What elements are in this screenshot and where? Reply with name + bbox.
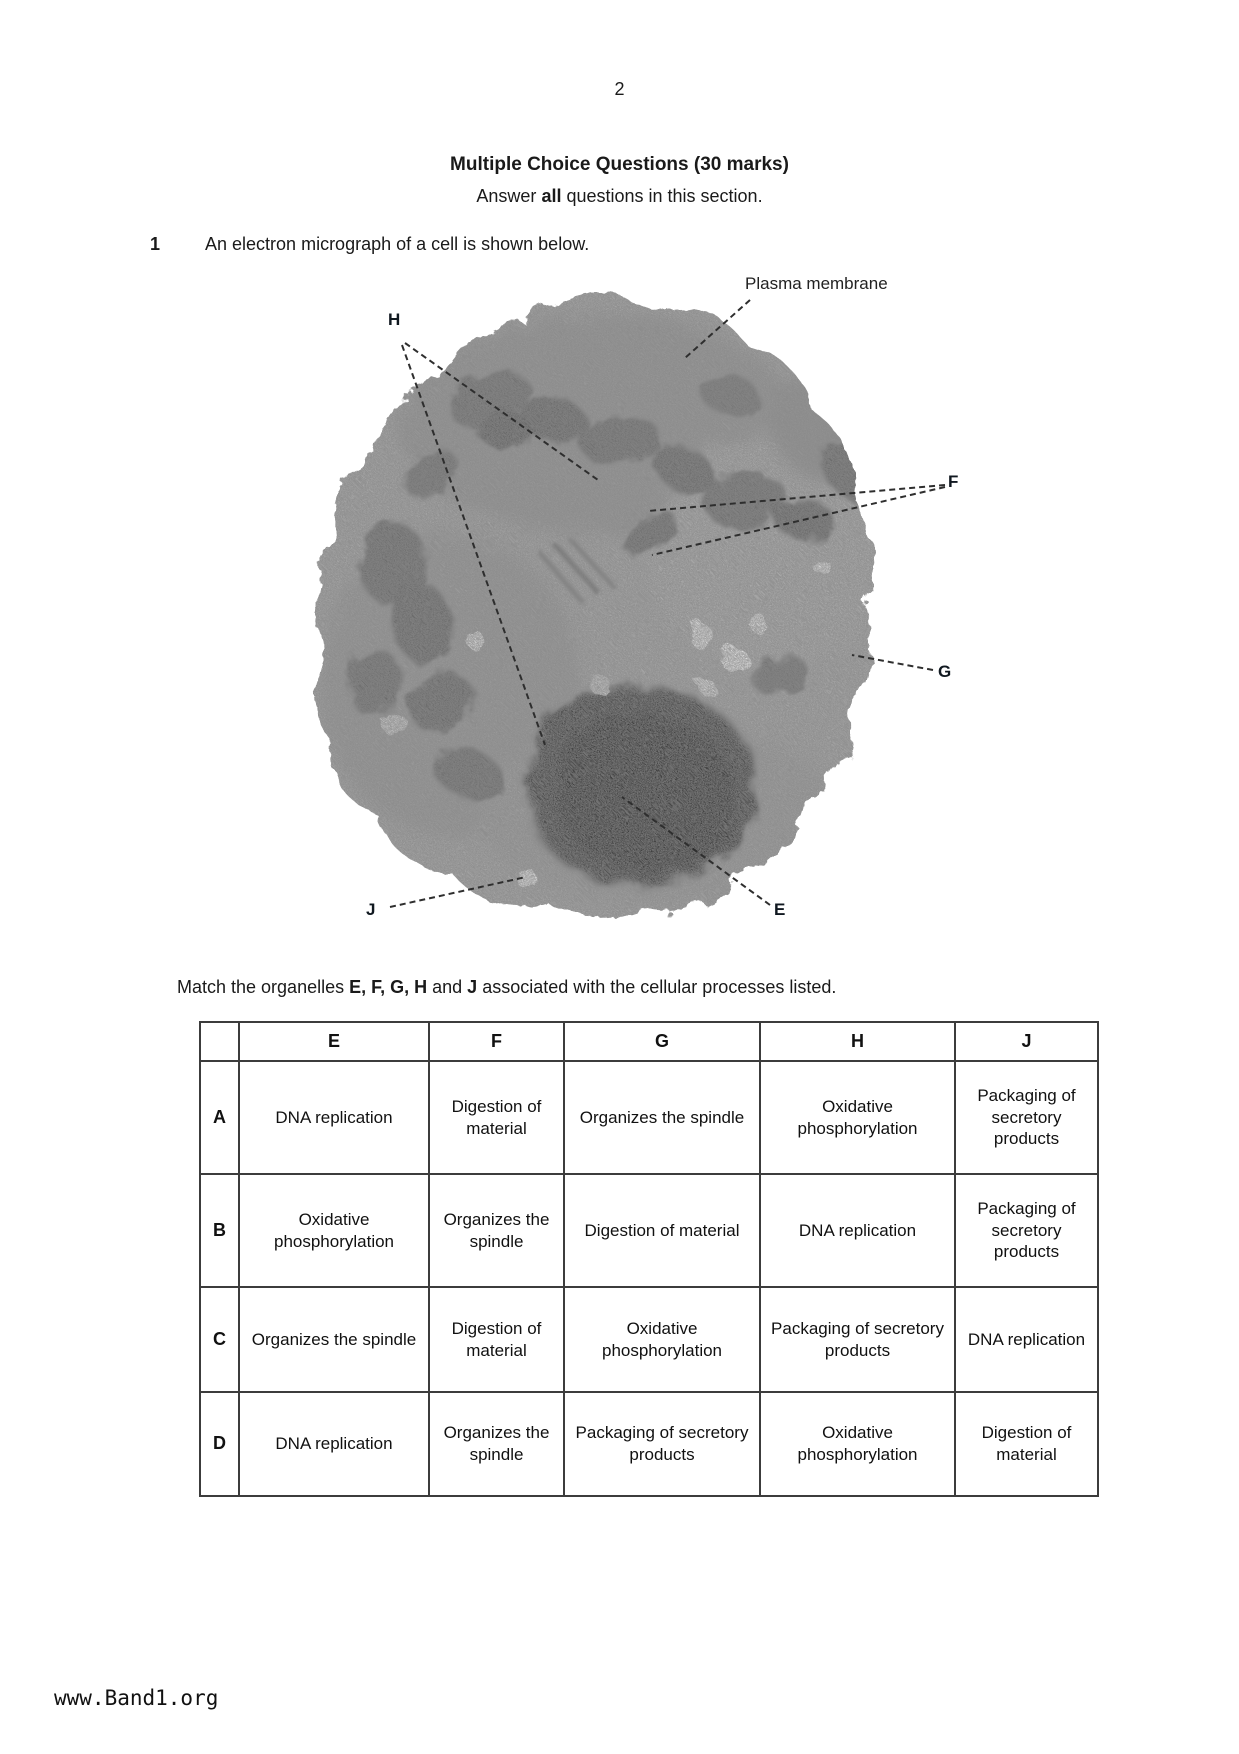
column-header-h: H xyxy=(760,1022,955,1061)
table-cell: Organizes the spindle xyxy=(429,1174,564,1287)
corner-cell xyxy=(200,1022,239,1061)
table-cell: Packaging of secretory products xyxy=(955,1174,1098,1287)
table-cell: DNA replication xyxy=(760,1174,955,1287)
table-cell: DNA replication xyxy=(239,1392,429,1496)
match-mid: and xyxy=(427,977,468,997)
row-label-c: C xyxy=(200,1287,239,1392)
table-cell: Digestion of material xyxy=(564,1174,760,1287)
table-cell: Packaging of secretory products xyxy=(564,1392,760,1496)
table-cell: DNA replication xyxy=(239,1061,429,1174)
match-bold-1: E, F, G, H xyxy=(349,977,428,997)
table-header-row xyxy=(200,1022,1098,1061)
table-cell: Organizes the spindle xyxy=(429,1392,564,1496)
row-label-d: D xyxy=(200,1392,239,1496)
match-instruction xyxy=(177,977,836,998)
label-plasma-membrane: Plasma membrane xyxy=(745,274,888,293)
table-cell: Packaging of secretory products xyxy=(760,1287,955,1392)
label-e: E xyxy=(774,900,786,919)
table-cell: DNA replication xyxy=(955,1287,1098,1392)
subtitle-post: questions in this section. xyxy=(561,186,763,206)
match-bold-2: J xyxy=(467,977,478,997)
electron-micrograph-figure xyxy=(300,255,1000,945)
match-post: associated with the cellular processes listed. xyxy=(477,977,837,997)
column-header-j: J xyxy=(955,1022,1098,1061)
subtitle-pre: Answer xyxy=(476,186,542,206)
match-pre: Match the organelles xyxy=(177,977,350,997)
footer-url: www.Band1.org xyxy=(54,1686,219,1710)
column-header-g: G xyxy=(564,1022,760,1061)
cell-body xyxy=(300,255,1000,945)
row-label-a: A xyxy=(200,1061,239,1174)
label-h: H xyxy=(388,310,401,329)
column-header-f: F xyxy=(429,1022,564,1061)
label-f: F xyxy=(948,472,959,491)
table-cell: Packaging of secretory products xyxy=(955,1061,1098,1174)
table-cell: Oxidative phosphorylation xyxy=(239,1174,429,1287)
column-header-e: E xyxy=(239,1022,429,1061)
subtitle-bold: all xyxy=(541,186,562,206)
table-cell: Oxidative phosphorylation xyxy=(760,1061,955,1174)
table-cell: Digestion of material xyxy=(429,1061,564,1174)
table-cell: Digestion of material xyxy=(429,1287,564,1392)
question-text: An electron micrograph of a cell is shown below. xyxy=(205,234,590,254)
table-cell: Oxidative phosphorylation xyxy=(564,1287,760,1392)
question-1 xyxy=(150,234,589,255)
table-cell: Digestion of material xyxy=(955,1392,1098,1496)
page-number: 2 xyxy=(614,79,625,99)
label-j: J xyxy=(366,900,376,919)
section-subtitle xyxy=(0,186,1239,207)
organelle-match-table xyxy=(199,1021,1099,1497)
table-cell: Oxidative phosphorylation xyxy=(760,1392,955,1496)
cell-micrograph-art xyxy=(300,255,1000,945)
table-row-b xyxy=(200,1174,1098,1287)
table-row-a xyxy=(200,1061,1098,1174)
question-number: 1 xyxy=(150,234,161,254)
row-label-b: B xyxy=(200,1174,239,1287)
section-title: Multiple Choice Questions (30 marks) xyxy=(450,154,789,175)
label-g: G xyxy=(938,662,952,681)
table-row-d xyxy=(200,1392,1098,1496)
table-cell: Organizes the spindle xyxy=(239,1287,429,1392)
table-row-c xyxy=(200,1287,1098,1392)
table-cell: Organizes the spindle xyxy=(564,1061,760,1174)
